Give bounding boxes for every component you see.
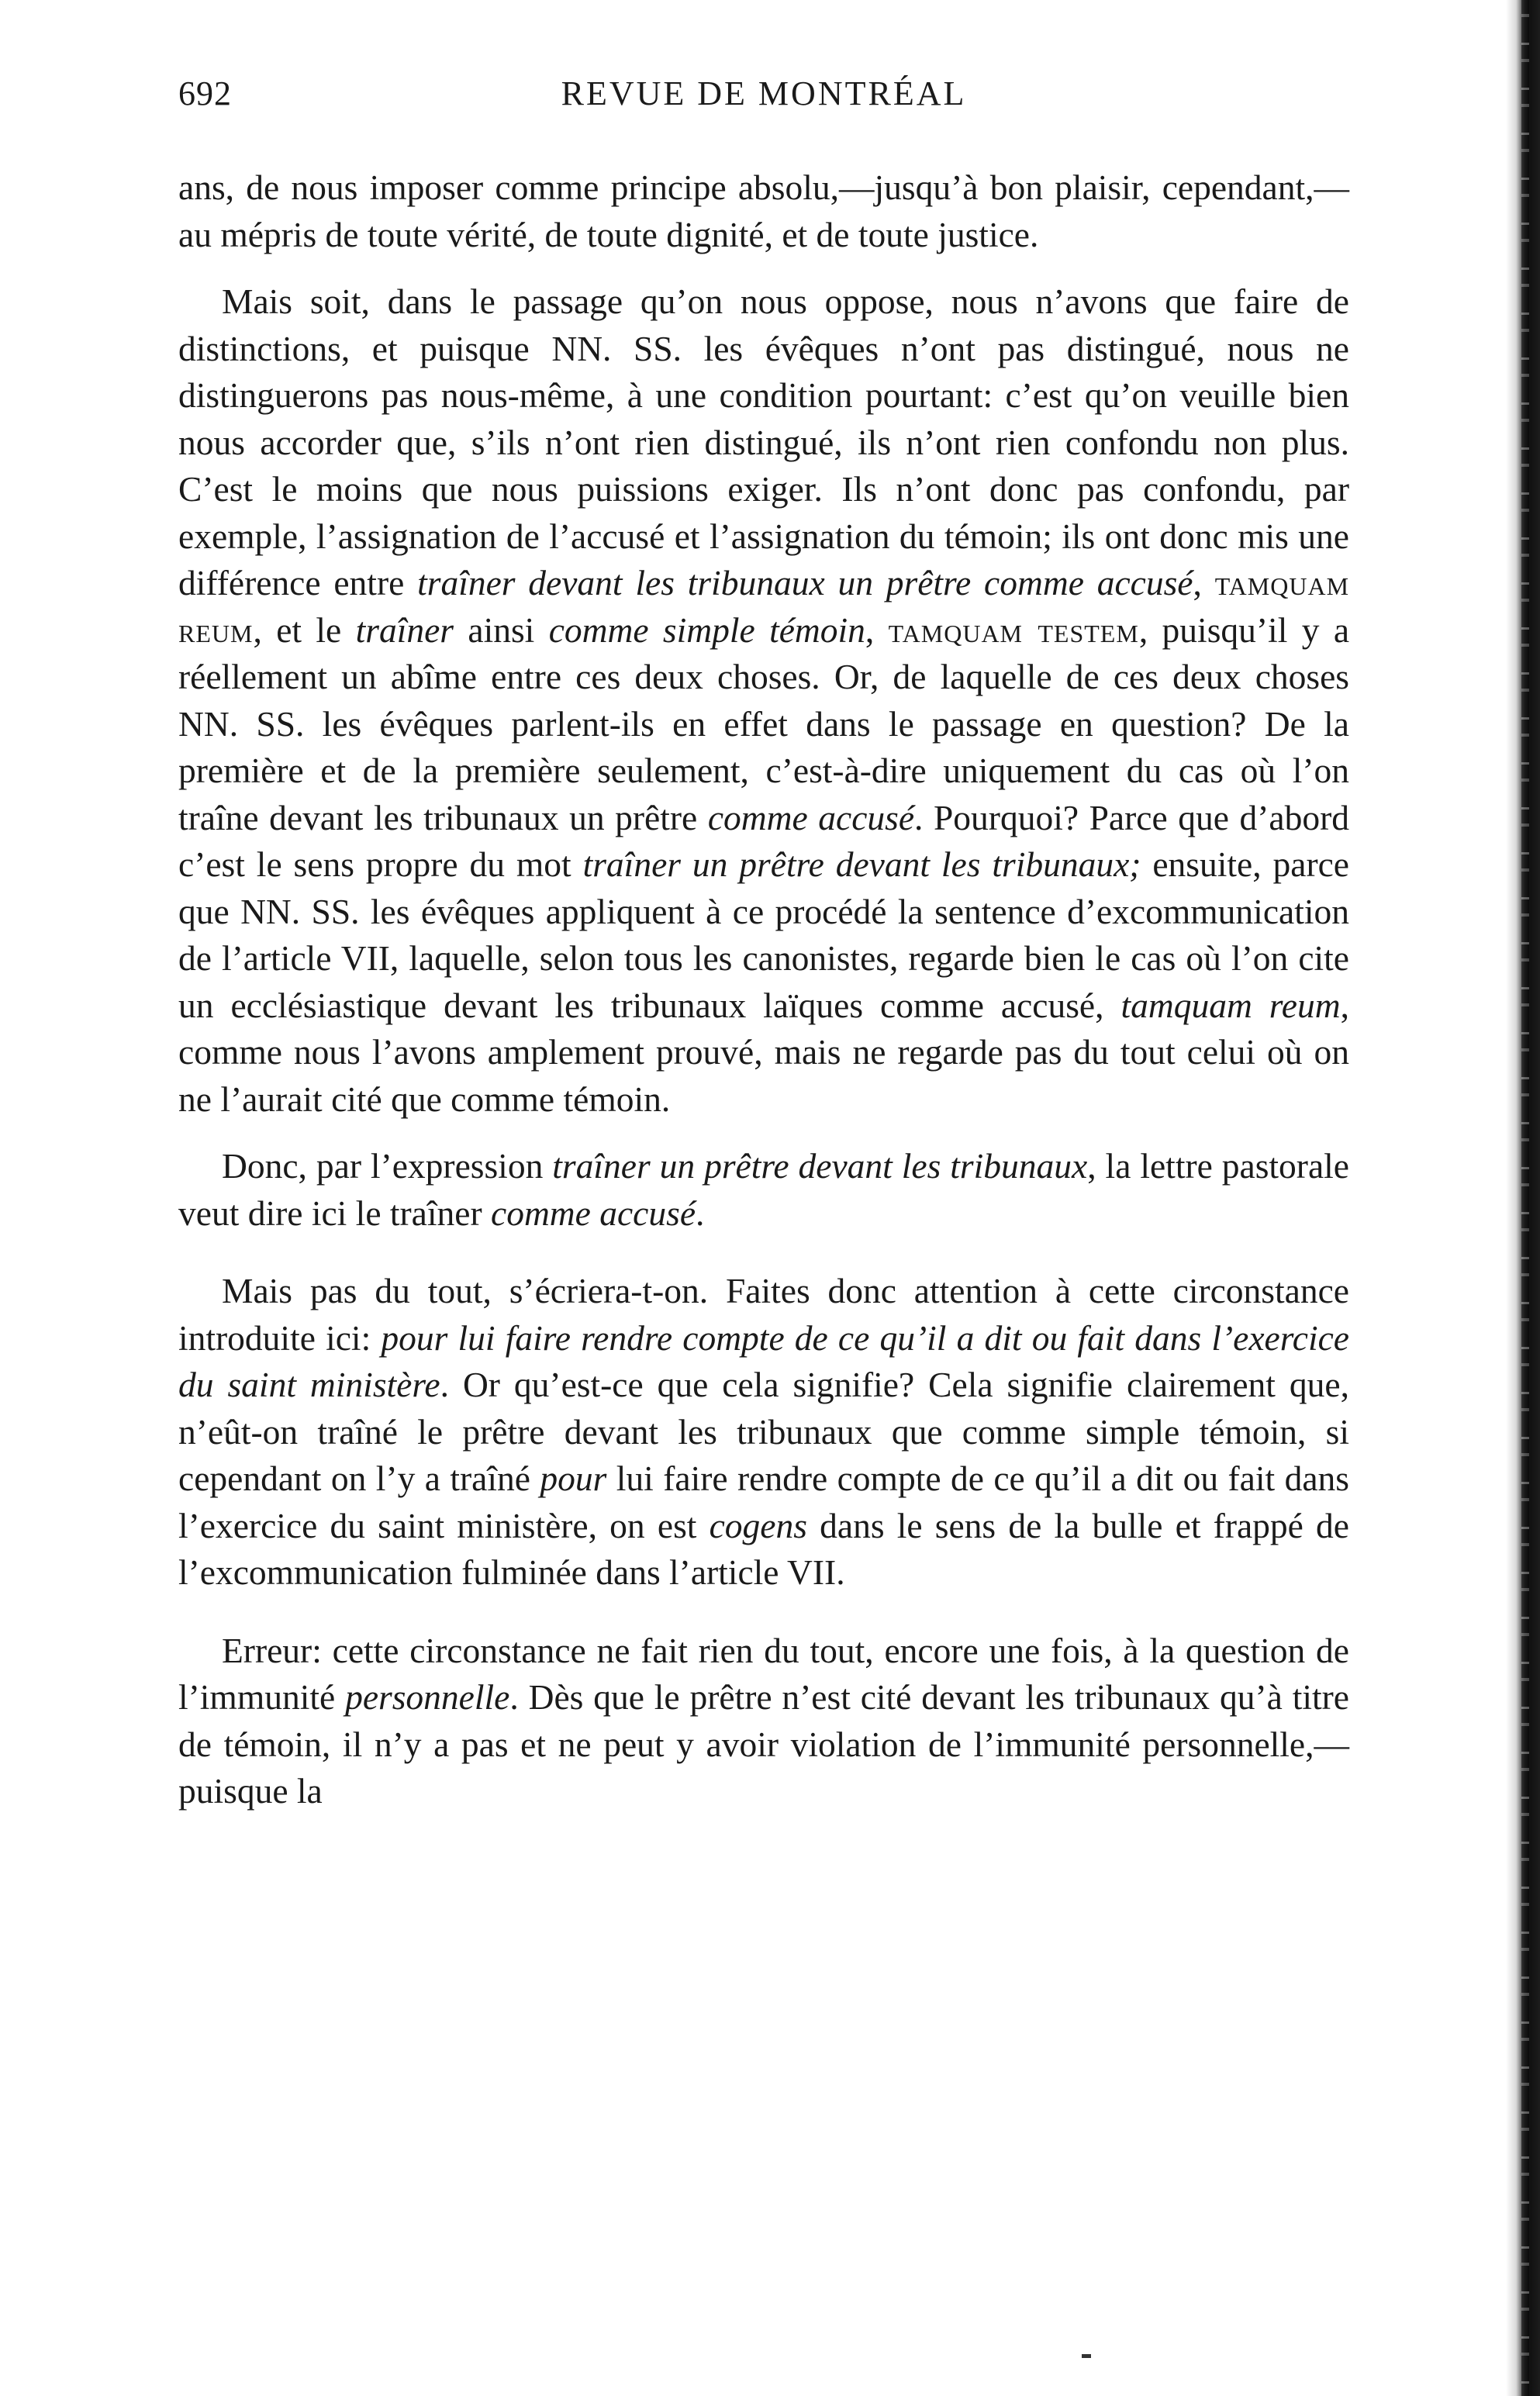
italic-text: personnelle — [345, 1677, 510, 1717]
small-caps-text: tamquam testem — [888, 609, 1139, 650]
page-edge-speckle — [1521, 0, 1529, 2396]
italic-text: comme accusé — [491, 1193, 696, 1233]
italic-text: comme simple témoin — [548, 609, 865, 650]
text-segment: Donc, par l’expression — [222, 1146, 553, 1186]
italic-text: pour — [540, 1459, 607, 1498]
italic-text: traîner — [355, 609, 454, 650]
text-segment: dans le sens de la bulle et frappé de l’excommunication fulminée dans l’article VII. — [178, 1505, 1349, 1592]
paragraph — [178, 278, 1349, 1123]
italic-text: traîner un prêtre devant les tribunaux — [552, 1146, 1088, 1186]
paragraph — [178, 1143, 1349, 1237]
italic-text: traîner un prêtre devant les tribunaux; — [582, 844, 1141, 884]
italic-text: traîner devant les tribunaux un prêtre comme accusé — [417, 563, 1193, 602]
paragraph — [178, 1628, 1349, 1815]
text-segment: Mais pas du tout, s’écriera-t-on. Faites donc attention à cette circonstance introduite ici: — [178, 1271, 1349, 1358]
print-speck — [1082, 2354, 1091, 2358]
italic-text: pour lui faire rendre compte de ce qu’il a dit ou fait dans l’exercice du saint ministère — [178, 1317, 1349, 1404]
page-number: 692 — [178, 74, 232, 112]
text-segment: , — [865, 609, 889, 650]
text-segment: ans, de nous imposer comme principe absolu,—jusqu’à bon plaisir, cependant,—au mépris de toute vérité, de toute dignité, et de toute justice. — [178, 167, 1349, 254]
italic-text: cogens — [709, 1505, 807, 1545]
text-segment: . Pourquoi? Parce que d’abord c’est le sens propre du mot — [178, 797, 1349, 884]
text-segment: . — [696, 1193, 705, 1233]
text-segment: , comme nous l’avons amplement prouvé, mais ne regarde pas du tout celui où on ne l’aurait cité que comme témoin. — [178, 985, 1349, 1119]
text-segment: , — [1193, 563, 1215, 602]
paragraph — [178, 1268, 1349, 1597]
text-segment: . Dès que le prêtre n’est cité devant les tribunaux qu’à titre de témoin, il n’y a pas et ne peut y avoir violation de l’immunité personnelle,—puisque la — [178, 1677, 1349, 1811]
text-segment: . Or qu’est-ce que cela signifie? Cela signifie clairement que, n’eût-on traîné le prêtre devant les tribunaux que comme simple témoin, si cependant on l’y a traîné — [178, 1365, 1349, 1498]
page-header — [178, 74, 1349, 136]
italic-text: comme accusé — [707, 797, 915, 837]
text-segment: ainsi — [454, 609, 549, 650]
text-segment: , puisqu’il y a réellement un abîme entre ces deux choses. Or, de laquelle de ces deux choses NN. SS. les évêques parlent-ils en effet dans le passage en question? De la première et de la première seulement, c’est-à-dire uniquement du cas où l’on traîne devant les tribunaux un prêtre — [178, 609, 1350, 837]
paragraph — [178, 164, 1349, 258]
text-segment: ensuite, parce que NN. SS. les évêques appliquent à ce procédé la sentence d’excommunication de l’article VII, laquelle, selon tous les canonistes, regarde bien le cas où l’on cite un ecclésiastique devant les tribunaux laïques comme accusé, — [178, 844, 1349, 1025]
body-text — [178, 164, 1349, 1815]
text-segment: Erreur: cette circonstance ne fait rien du tout, encore une fois, à la question de l’immunité — [178, 1630, 1349, 1717]
text-segment: , et le — [253, 609, 356, 650]
text-segment: lui faire rendre compte de ce qu’il a dit ou fait dans l’exercice du saint ministère, on est — [178, 1459, 1349, 1545]
italic-text: tamquam reum — [1120, 985, 1341, 1025]
text-segment: , la lettre pastorale veut dire ici le traîner — [178, 1146, 1349, 1233]
small-caps-text: tamquam reum — [178, 563, 1350, 650]
running-title: REVUE DE MONTRÉAL — [561, 74, 967, 112]
text-segment: Mais soit, dans le passage qu’on nous oppose, nous n’avons que faire de distinctions, et puisque NN. SS. les évêques n’ont pas distingué, nous ne distinguerons pas nous-même, à une condition pourtant: c’est qu’on veuille bien nous accorder que, s’ils n’ont rien distingué, ils n’ont rien confondu non plus. C’est le moins que nous puissions exiger. Ils n’ont donc pas confondu, par exemple, l’assignation de l’accusé et l’assignation du témoin; ils ont donc mis une différence entre — [178, 281, 1349, 602]
